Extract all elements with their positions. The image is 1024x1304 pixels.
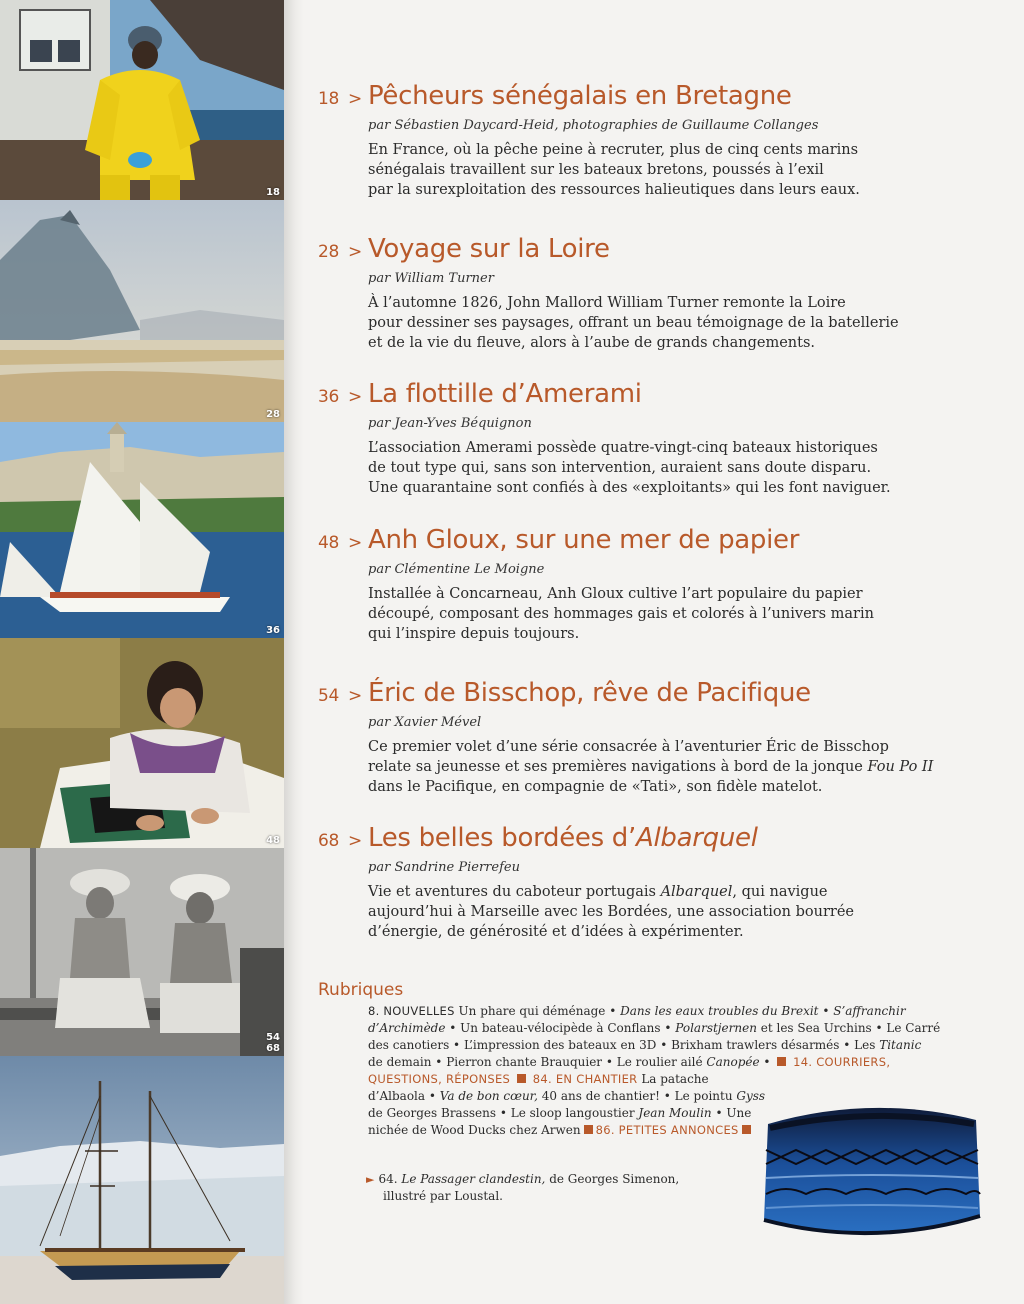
- article-page-number: 18: [318, 89, 340, 109]
- rubrique-item: 40 ans de chantier! • Le pointu: [541, 1089, 733, 1103]
- section-square-marker: [777, 1057, 786, 1066]
- rubriques-heading: Rubriques: [318, 980, 404, 1000]
- article-headline[interactable]: [318, 822, 958, 857]
- caption-title: Le Passager clandestin,: [401, 1172, 546, 1186]
- byline-prefix: par: [368, 562, 391, 577]
- summary-line: sénégalais travaillent sur les bateaux bretons, poussés à l’exil: [368, 162, 824, 178]
- rubrique-item: S’affranchir: [833, 1004, 906, 1018]
- photo-page-number: 48: [266, 835, 280, 846]
- rubrique-item: Gyss: [736, 1089, 766, 1103]
- article-page-number: 68: [318, 831, 340, 851]
- rubrique-item: d’Albaola •: [368, 1089, 436, 1103]
- photo-page-number: 28: [266, 409, 280, 420]
- rubrique-item: Jean Moulin: [638, 1106, 712, 1120]
- article-loire: [318, 233, 958, 353]
- photo-page-number-line: 68: [266, 1043, 280, 1054]
- photo-page-number: 36: [266, 625, 280, 636]
- article-summary: [368, 293, 948, 353]
- arrow-glyph: >: [348, 89, 362, 109]
- caption-page: 64.: [378, 1172, 398, 1186]
- summary-text: Vie et aventures du caboteur portugais: [368, 884, 656, 900]
- rubriques-line: [368, 1020, 941, 1037]
- summary-line: [368, 882, 948, 902]
- rubrique-item: • Une: [715, 1106, 752, 1120]
- summary-line: pour dessiner ses paysages, offrant un beau témoignage de la batellerie: [368, 315, 899, 331]
- summary-line: d’énergie, de générosité et d’idées à expérimenter.: [368, 924, 744, 940]
- article-page-number: 28: [318, 242, 340, 262]
- article-summary: [368, 438, 948, 498]
- byline-author: Xavier Mével: [394, 715, 482, 730]
- article-headline[interactable]: [318, 677, 958, 712]
- caption-text: de Georges Simenon,: [549, 1172, 680, 1186]
- summary-text: relate sa jeunesse et ses premières navigations à bord de la jonque: [368, 759, 863, 775]
- rubriques-line: [368, 1003, 906, 1020]
- summary-line: À l’automne 1826, John Mallord William Turner remonte la Loire: [368, 295, 846, 311]
- article-summary: [368, 140, 948, 200]
- article-byline: [368, 117, 958, 135]
- summary-line: aujourd’hui à Marseille avec les Bordées, une association bourrée: [368, 904, 854, 920]
- summary-line: Une quarantaine sont confiés à des «exploitants» qui les font naviguer.: [368, 480, 891, 496]
- article-summary: [368, 584, 948, 644]
- rubrique-item: Dans les eaux troubles du Brexit: [620, 1004, 819, 1018]
- article-headline[interactable]: [318, 233, 958, 268]
- rubrique-item: Canopée: [706, 1055, 760, 1069]
- summary-line: de tout type qui, sans son intervention, auraient sans doute disparu.: [368, 460, 872, 476]
- rubrique-item: et les Sea Urchins • Le Carré: [760, 1021, 941, 1035]
- byline-prefix: par: [368, 860, 391, 875]
- caption-line: illustré par Loustal.: [383, 1189, 503, 1203]
- boat-name: Fou Po II: [867, 759, 934, 775]
- section-label[interactable]: QUESTIONS, RÉPONSES: [368, 1072, 511, 1086]
- photo-pith-helmets: [0, 848, 284, 1056]
- summary-line: découpé, composant des hommages gais et colorés à l’univers marin: [368, 606, 874, 622]
- byline-author: William Turner: [394, 271, 494, 286]
- rubriques-line: [368, 1037, 922, 1054]
- loustal-illustration: [756, 1098, 988, 1248]
- article-byline: [368, 859, 958, 877]
- rubrique-item: La patache: [641, 1072, 709, 1086]
- arrow-glyph: >: [348, 831, 362, 851]
- photo-fisherman: [0, 0, 284, 200]
- byline-prefix: par: [368, 118, 391, 133]
- byline-author: Sébastien Daycard-Heid, photographies de Guillaume Collanges: [394, 118, 819, 133]
- article-headline[interactable]: [318, 524, 958, 559]
- section-label[interactable]: PETITES ANNONCES: [618, 1123, 739, 1137]
- summary-text: , qui navigue: [732, 884, 828, 900]
- article-amerami: [318, 378, 958, 498]
- rubrique-item: nichée de Wood Ducks chez Arwen: [368, 1123, 581, 1137]
- section-square-marker: [742, 1125, 751, 1134]
- article-byline: [368, 270, 958, 288]
- summary-line: par la surexploitation des ressources halieutiques dans leurs eaux.: [368, 182, 860, 198]
- article-byline: [368, 561, 958, 579]
- article-title-italic: Albarquel: [635, 823, 758, 853]
- article-title: Pêcheurs sénégalais en Bretagne: [367, 81, 792, 111]
- section-label[interactable]: NOUVELLES: [383, 1004, 455, 1018]
- summary-line: En France, où la pêche peine à recruter, plus de cinq cents marins: [368, 142, 859, 158]
- summary-line: Ce premier volet d’une série consacrée à l’aventurier Éric de Bisschop: [368, 739, 889, 755]
- byline-prefix: par: [368, 271, 391, 286]
- article-headline[interactable]: [318, 378, 958, 413]
- section-label[interactable]: COURRIERS,: [816, 1055, 891, 1069]
- byline-author: Jean-Yves Béquignon: [394, 416, 532, 431]
- illustration-caption: [366, 1171, 679, 1205]
- section-number: 86.: [595, 1123, 615, 1137]
- article-headline[interactable]: [318, 80, 958, 115]
- article-summary: [368, 882, 948, 942]
- article-byline: [368, 714, 958, 732]
- arrow-glyph: >: [348, 686, 362, 706]
- summary-line: qui l’inspire depuis toujours.: [368, 626, 580, 642]
- summary-line: Installée à Concarneau, Anh Gloux cultive l’art populaire du papier: [368, 586, 863, 602]
- summary-line: [368, 757, 948, 777]
- summary-line: et de la vie du fleuve, alors à l’aube de grands changements.: [368, 335, 816, 351]
- photo-page-number: [266, 1032, 280, 1054]
- byline-author: Sandrine Pierrefeu: [394, 860, 520, 875]
- article-summary: [368, 737, 948, 797]
- section-number: 84.: [532, 1072, 552, 1086]
- page-gutter: [284, 0, 304, 1304]
- rubrique-item: d’Archimède: [368, 1021, 446, 1035]
- caption-marker-icon: ►: [366, 1173, 375, 1186]
- article-byline: [368, 415, 958, 433]
- article-page-number: 54: [318, 686, 340, 706]
- photo-page-number: 18: [266, 187, 280, 198]
- arrow-glyph: >: [348, 242, 362, 262]
- photo-page-number-line: 54: [266, 1032, 280, 1043]
- article-title: Voyage sur la Loire: [367, 234, 610, 264]
- rubrique-item: Titanic: [879, 1038, 922, 1052]
- byline-author: Clémentine Le Moigne: [394, 562, 545, 577]
- section-number: 14.: [793, 1055, 813, 1069]
- article-page-number: 36: [318, 387, 340, 407]
- summary-line: dans le Pacifique, en compagnie de «Tati», son fidèle matelot.: [368, 779, 823, 795]
- section-label[interactable]: EN CHANTIER: [555, 1072, 638, 1086]
- byline-prefix: par: [368, 715, 391, 730]
- article-albarquel: [318, 822, 958, 942]
- article-title: La flottille d’Amerami: [367, 379, 642, 409]
- rubrique-item: de demain • Pierron chante Brauquier • Le roulier ailé: [368, 1055, 703, 1069]
- arrow-glyph: >: [348, 533, 362, 553]
- photo-paper-artist: [0, 638, 284, 848]
- rubrique-item: Va de bon cœur,: [439, 1089, 538, 1103]
- section-square-marker: [584, 1125, 593, 1134]
- article-pecheurs: [318, 80, 958, 200]
- byline-prefix: par: [368, 416, 391, 431]
- rubrique-item: Polarstjernen: [675, 1021, 757, 1035]
- photo-sailboat: [0, 422, 284, 638]
- photo-column: [0, 0, 284, 1304]
- article-bisschop: [318, 677, 958, 797]
- rubrique-item: Un phare qui déménage •: [458, 1004, 617, 1018]
- rubriques-line: [368, 1071, 898, 1088]
- article-page-number: 48: [318, 533, 340, 553]
- bullet: •: [822, 1004, 830, 1018]
- bullet: •: [763, 1055, 771, 1069]
- rubrique-item: de Georges Brassens • Le sloop langoustier: [368, 1106, 635, 1120]
- photo-schooner-model: [0, 1056, 284, 1304]
- photo-turner-painting: [0, 200, 284, 422]
- caption-line: [366, 1171, 679, 1188]
- boat-name: Albarquel: [660, 884, 733, 900]
- rubriques-line: [368, 1054, 898, 1071]
- section-number: 8.: [368, 1004, 380, 1018]
- section-square-marker: [517, 1074, 526, 1083]
- rubrique-item: des canotiers • L’impression des bateaux en 3D • Brixham trawlers désarmés • Les: [368, 1038, 876, 1052]
- article-title: Éric de Bisschop, rêve de Pacifique: [367, 678, 811, 708]
- article-anh-gloux: [318, 524, 958, 644]
- arrow-glyph: >: [348, 387, 362, 407]
- article-title: Anh Gloux, sur une mer de papier: [367, 525, 800, 555]
- summary-line: L’association Amerami possède quatre-vingt-cinq bateaux historiques: [368, 440, 878, 456]
- article-title: Les belles bordées d’: [367, 823, 636, 853]
- rubrique-item: • Un bateau-vélocipède à Conflans •: [449, 1021, 672, 1035]
